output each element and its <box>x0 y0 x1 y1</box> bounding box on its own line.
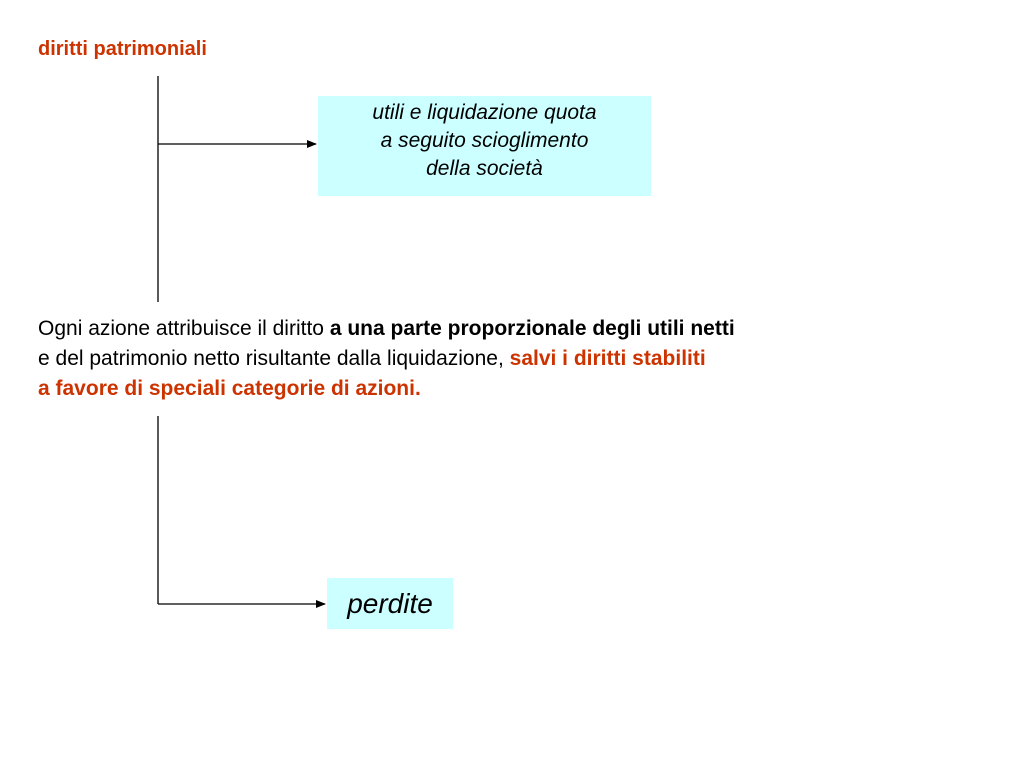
paragraph-line-1-bold: a una parte proporzionale degli utili netti <box>329 317 735 340</box>
box-top-line-2: a seguito scioglimento <box>380 129 589 152</box>
paragraph-line-2 <box>38 344 735 374</box>
diagram-title: diritti patrimoniali <box>38 38 207 60</box>
paragraph-line-3: a favore di speciali categorie di azioni. <box>38 377 421 400</box>
rights-paragraph <box>38 314 735 404</box>
paragraph-line-1 <box>38 314 735 344</box>
box-top-line-3: della società <box>426 157 543 180</box>
box-perdite: perdite <box>327 578 453 629</box>
box-utili-liquidazione <box>318 96 651 196</box>
box-top-line-1: utili e liquidazione quota <box>372 101 597 124</box>
paragraph-line-1-text: Ogni azione attribuisce il diritto <box>38 317 330 340</box>
paragraph-line-2-accent: salvi i diritti stabiliti <box>509 347 706 370</box>
paragraph-line-2-text: e del patrimonio netto risultante dalla liquidazione, <box>38 347 510 370</box>
